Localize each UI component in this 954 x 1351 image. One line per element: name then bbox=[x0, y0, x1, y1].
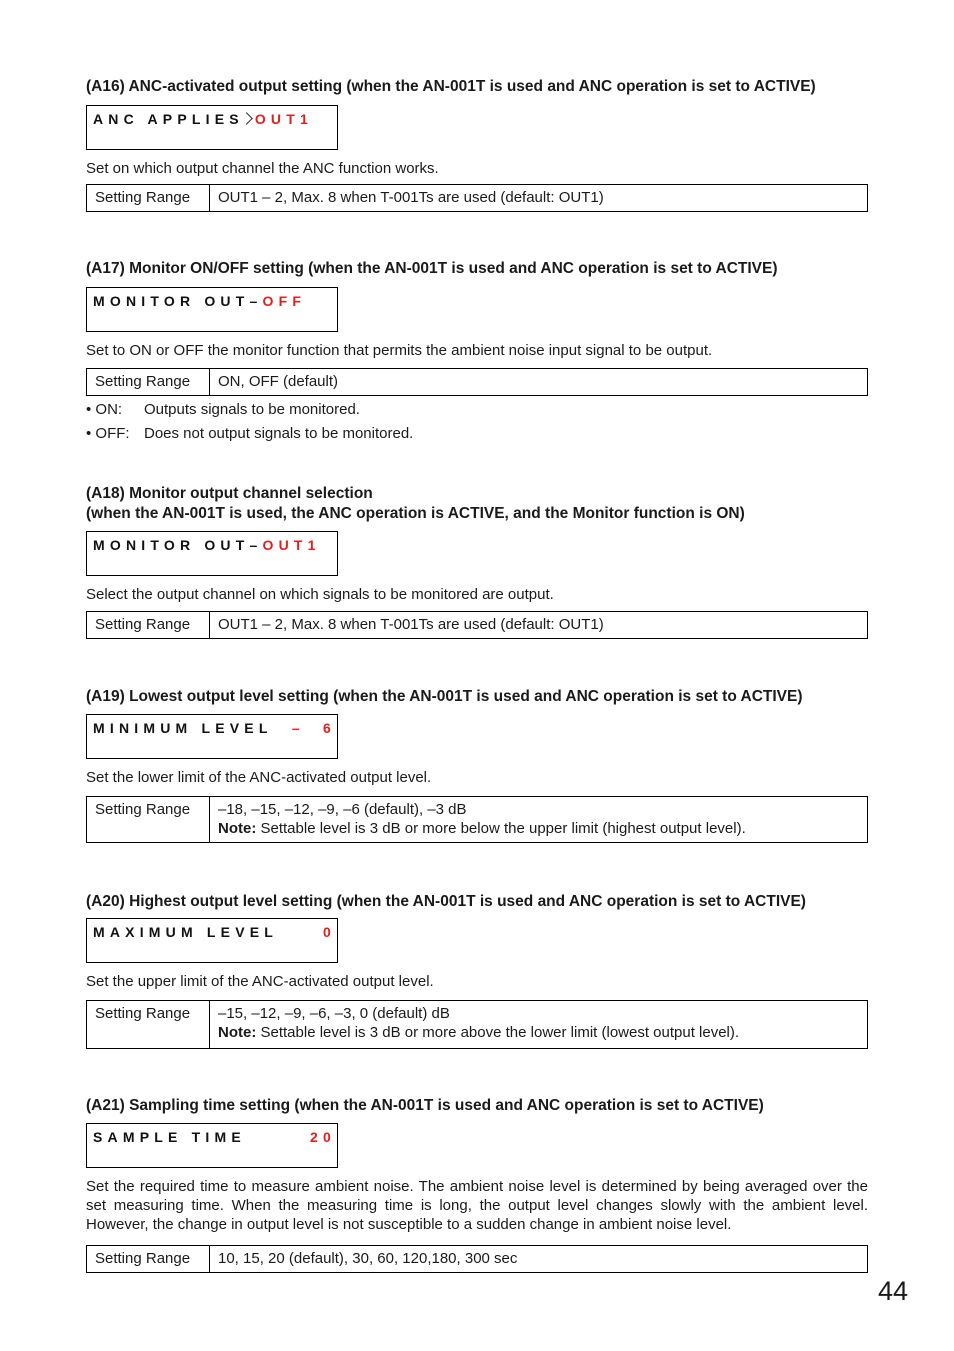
section-description: Set the required time to measure ambient noise. The ambient noise level is determined by being averaged over the set measuring time. When the measuring time is long, the output level changes slowly with the ambient level. However, the change in output level is not susceptible to a sudden change in ambient noise level. bbox=[86, 1178, 868, 1233]
lcd-label: MINIMUM LEVEL bbox=[93, 720, 273, 736]
setting-range-cell bbox=[210, 1001, 868, 1049]
section-heading: (A20) Highest output level setting (when the AN-001T is used and ANC operation is set to ACTIVE) bbox=[86, 893, 806, 910]
setting-range-value: –15, –12, –9, –6, –3, 0 (default) dB bbox=[218, 1005, 450, 1022]
note-label: Note: bbox=[218, 820, 257, 837]
setting-range-label: Setting Range bbox=[87, 797, 210, 843]
lcd-value: OUT1 bbox=[254, 111, 313, 127]
setting-range-label: Setting Range bbox=[87, 1246, 210, 1273]
bullet-tag: • OFF: bbox=[86, 425, 130, 442]
lcd-display bbox=[86, 918, 338, 963]
setting-range-value: OUT1 – 2, Max. 8 when T-001Ts are used (default: OUT1) bbox=[210, 612, 868, 639]
setting-range-table bbox=[86, 368, 868, 396]
section-a18 bbox=[86, 484, 868, 639]
list-item bbox=[86, 422, 868, 446]
lcd-display bbox=[86, 531, 338, 576]
section-description: Set on which output channel the ANC function works. bbox=[86, 160, 439, 177]
setting-range-table bbox=[86, 1245, 868, 1273]
section-a16 bbox=[86, 77, 868, 212]
setting-range-label: Setting Range bbox=[87, 1001, 210, 1049]
lcd-value: 20 bbox=[310, 1129, 336, 1145]
section-a19 bbox=[86, 687, 868, 843]
setting-range-table bbox=[86, 1000, 868, 1049]
page-number: 44 bbox=[877, 1276, 908, 1306]
setting-range-table bbox=[86, 796, 868, 843]
section-description: Select the output channel on which signals to be monitored are output. bbox=[86, 586, 554, 603]
section-heading: (A18) Monitor output channel selection bbox=[86, 485, 373, 502]
setting-range-value: ON, OFF (default) bbox=[210, 369, 868, 396]
setting-range-table bbox=[86, 611, 868, 639]
lcd-value: OUT1 bbox=[262, 537, 321, 553]
lcd-label: SAMPLE TIME bbox=[93, 1129, 246, 1145]
setting-range-label: Setting Range bbox=[87, 185, 210, 212]
setting-range-value: 10, 15, 20 (default), 30, 60, 120,180, 300 sec bbox=[210, 1246, 868, 1273]
section-description: Set the lower limit of the ANC-activated output level. bbox=[86, 769, 432, 786]
note-text: Settable level is 3 dB or more above the lower limit (lowest output level). bbox=[256, 1024, 740, 1041]
section-description: Set the upper limit of the ANC-activated output level. bbox=[86, 973, 434, 990]
section-a21 bbox=[86, 1096, 868, 1273]
section-heading: (A16) ANC-activated output setting (when the AN-001T is used and ANC operation is set to ACTIVE) bbox=[86, 78, 816, 95]
lcd-display bbox=[86, 1123, 338, 1168]
bullet-tag: • ON: bbox=[86, 401, 123, 418]
section-heading: (A19) Lowest output level setting (when the AN-001T is used and ANC operation is set to ACTIVE) bbox=[86, 688, 803, 705]
setting-range-table bbox=[86, 184, 868, 212]
section-heading: (A21) Sampling time setting (when the AN-001T is used and ANC operation is set to ACTIVE) bbox=[86, 1097, 764, 1114]
setting-range-label: Setting Range bbox=[87, 369, 210, 396]
section-a17 bbox=[86, 259, 868, 446]
note-text: Settable level is 3 dB or more below the upper limit (highest output level). bbox=[256, 820, 746, 837]
lcd-label: MONITOR OUT– bbox=[93, 293, 263, 309]
setting-note bbox=[218, 819, 859, 838]
section-a20 bbox=[86, 892, 868, 1049]
section-heading: (A17) Monitor ON/OFF setting (when the AN-001T is used and ANC operation is set to ACTIVE) bbox=[86, 260, 778, 277]
lcd-label: MONITOR OUT– bbox=[93, 537, 263, 553]
note-label: Note: bbox=[218, 1024, 257, 1041]
lcd-label: MAXIMUM LEVEL bbox=[93, 924, 279, 940]
setting-range-value: –18, –15, –12, –9, –6 (default), –3 dB bbox=[218, 801, 467, 818]
list-item bbox=[86, 398, 868, 422]
bullet-text: Does not output signals to be monitored. bbox=[144, 425, 414, 442]
setting-range-label: Setting Range bbox=[87, 612, 210, 639]
section-heading-sub: (when the AN-001T is used, the ANC operation is ACTIVE, and the Monitor function is ON) bbox=[86, 505, 745, 522]
lcd-display bbox=[86, 287, 338, 332]
setting-range-cell bbox=[210, 797, 868, 843]
lcd-value: 0 bbox=[323, 924, 336, 940]
lcd-label: ANC APPLIES bbox=[93, 111, 244, 127]
setting-range-value: OUT1 – 2, Max. 8 when T-001Ts are used (default: OUT1) bbox=[210, 185, 868, 212]
lcd-display bbox=[86, 105, 338, 150]
lcd-value: – 6 bbox=[291, 720, 336, 736]
lcd-value: OFF bbox=[262, 293, 307, 309]
setting-note bbox=[218, 1023, 859, 1042]
bullet-text: Outputs signals to be monitored. bbox=[144, 401, 360, 418]
lcd-display bbox=[86, 714, 338, 759]
section-description: Set to ON or OFF the monitor function that permits the ambient noise input signal to be output. bbox=[86, 342, 713, 359]
